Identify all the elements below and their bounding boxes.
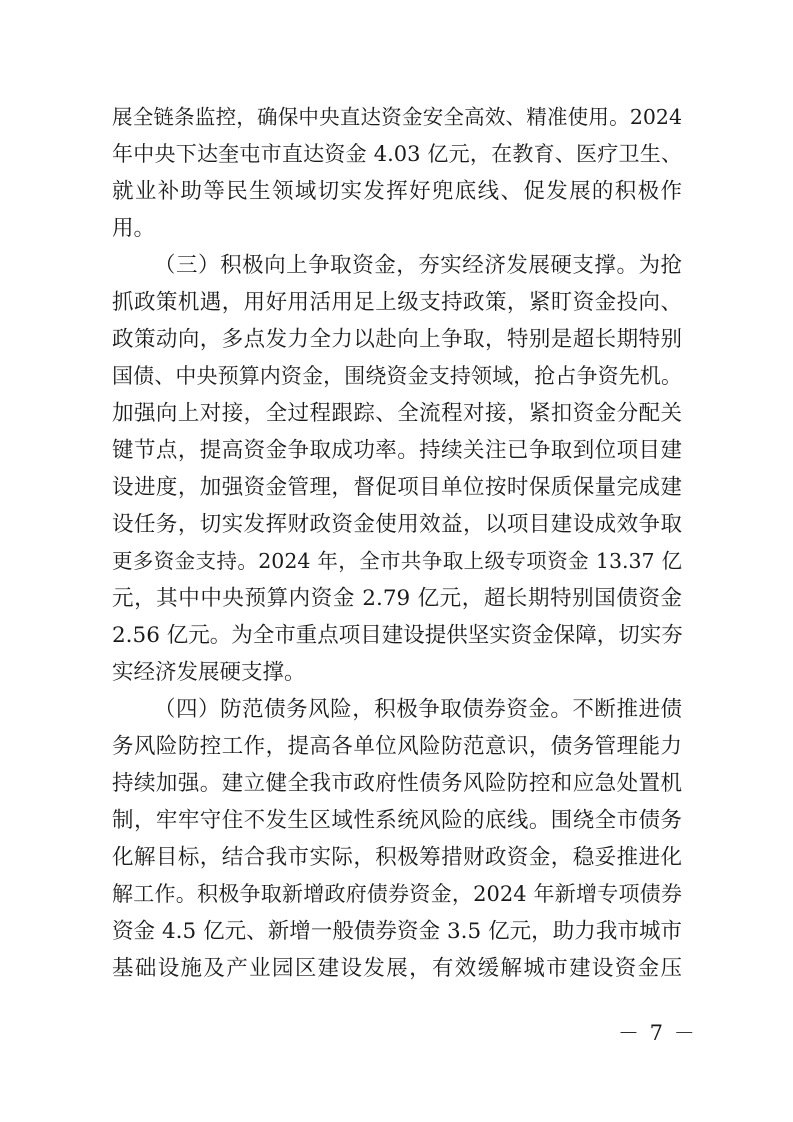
- paragraph-line: 制，牢牢守住不发生区域性系统风险的底线。围绕全市债务: [112, 808, 682, 833]
- paragraph-line: 年中央下达奎屯市直达资金 4.03 亿元，在教育、医疗卫生、: [112, 142, 682, 166]
- paragraph-line: 加强向上对接，全过程跟踪、全流程对接，紧扣资金分配关: [112, 401, 682, 426]
- paragraph-line: 化解目标，结合我市实际，积极筹措财政资金，稳妥推进化: [112, 845, 682, 870]
- paragraph-line: 2.56 亿元。为全市重点项目建设提供坚实资金保障，切实夯: [112, 623, 683, 648]
- paragraph-line: 设任务，切实发挥财政资金使用效益，以项目建设成效争取: [112, 512, 682, 537]
- paragraph-line: 持续加强。建立健全我市政府性债务风险防控和应急处置机: [112, 771, 682, 796]
- paragraph-line: 设进度，加强资金管理，督促项目单位按时保质保量完成建: [112, 475, 682, 500]
- paragraph-line: 展全链条监控，确保中央直达资金安全高效、精准使用。2024: [112, 105, 682, 129]
- paragraph-line: 实经济发展硬支撑。: [112, 660, 306, 685]
- paragraph-line: 务风险防控工作，提高各单位风险防范意识，债务管理能力: [112, 734, 682, 759]
- paragraph-line: 元，其中中央预算内资金 2.79 亿元，超长期特别国债资金: [112, 586, 682, 611]
- paragraph-line: 政策动向，多点发力全力以赴向上争取，特别是超长期特别: [112, 327, 682, 352]
- section-heading-line: （四）防范债务风险，积极争取债券资金。不断推进债: [154, 697, 682, 722]
- paragraph-line: 用。: [112, 216, 156, 241]
- paragraph-line: 资金 4.5 亿元、新增一般债券资金 3.5 亿元，助力我市城市: [112, 919, 682, 944]
- paragraph-line: 更多资金支持。2024 年，全市共争取上级专项资金 13.37 亿: [112, 549, 682, 573]
- paragraph-line: 基础设施及产业园区建设发展，有效缓解城市建设资金压: [112, 956, 682, 981]
- paragraph-line: 键节点，提高资金争取成功率。持续关注已争取到位项目建: [112, 438, 682, 463]
- paragraph-line: 就业补助等民生领域切实发挥好兜底线、促发展的积极作: [112, 179, 682, 204]
- page-number: － 7 －: [618, 1021, 697, 1045]
- paragraph-line: 解工作。积极争取新增政府债券资金，2024 年新增专项债券: [112, 882, 682, 906]
- paragraph-line: 抓政策机遇，用好用活用足上级支持政策，紧盯资金投向、: [112, 290, 682, 315]
- paragraph-line: 国债、中央预算内资金，围绕资金支持领域，抢占争资先机。: [112, 364, 682, 388]
- section-heading-line: （三）积极向上争取资金，夯实经济发展硬支撑。为抢: [154, 253, 682, 278]
